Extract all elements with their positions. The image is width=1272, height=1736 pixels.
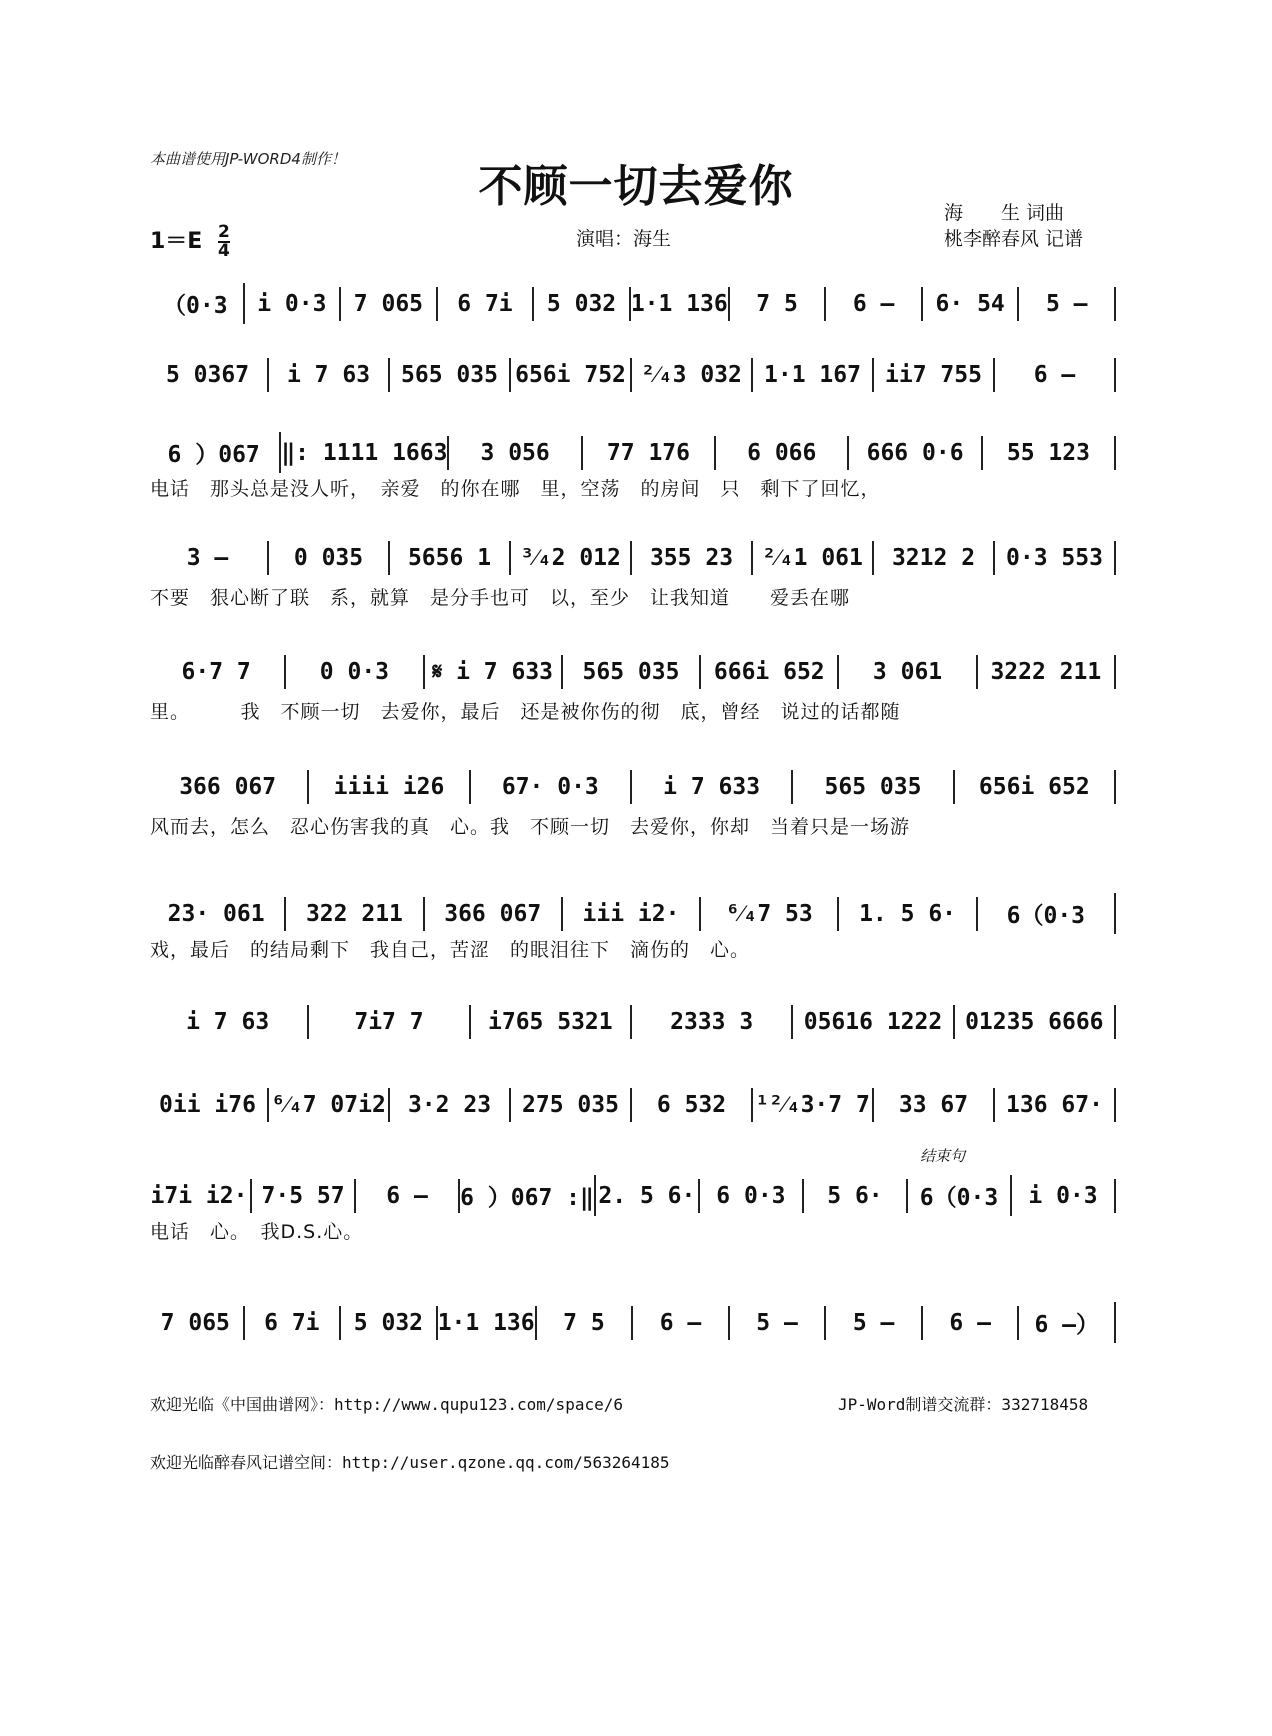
measure: ²⁄₄3 032: [632, 358, 753, 392]
measure: 7 065: [148, 1306, 245, 1340]
measure: 6· 54: [923, 287, 1020, 321]
staff-line: [148, 655, 1116, 689]
staff-line: [148, 358, 1116, 392]
measure: i765 5321: [471, 1005, 632, 1039]
time-denominator: 4: [218, 241, 230, 261]
measure: i 7 63: [269, 358, 390, 392]
measure: 6 0·3: [700, 1179, 804, 1213]
staff-line: [148, 541, 1116, 575]
measure: 136 67·: [995, 1088, 1116, 1122]
measure: 6 ）067: [148, 432, 281, 473]
measure: 6（0·3: [978, 893, 1116, 934]
measure: 0ii i76: [148, 1088, 269, 1122]
measure: 6 –: [995, 358, 1116, 392]
measure: 33 67: [874, 1088, 995, 1122]
measure: 0 0·3: [286, 655, 424, 689]
measure: 3222 211: [978, 655, 1116, 689]
footer-link-qzone: 欢迎光临醉春风记谱空间：http://user.qzone.qq.com/563264185: [150, 1453, 670, 1472]
measure: 322 211: [286, 897, 424, 931]
measure: 366 067: [425, 897, 563, 931]
measure: iii i2·: [563, 897, 701, 931]
measure: 666 0·6: [849, 436, 982, 470]
measure: 565 035: [390, 358, 511, 392]
measure: 05616 1222: [793, 1005, 954, 1039]
key-signature: [150, 224, 230, 260]
measure: 23· 061: [148, 897, 286, 931]
measure: 6·7 7: [148, 655, 286, 689]
measure: 5 –: [1019, 287, 1116, 321]
staff-line: [148, 1088, 1116, 1122]
measure: i 0·3: [1012, 1179, 1116, 1213]
measure: 656i 752: [511, 358, 632, 392]
staff-line: [148, 893, 1116, 934]
time-signature: [218, 224, 230, 260]
measure: i 7 63: [148, 1005, 309, 1039]
measure: 3 –: [148, 541, 269, 575]
staff-line: [148, 1302, 1116, 1343]
measure: 366 067: [148, 770, 309, 804]
measure: 6 7i: [438, 287, 535, 321]
measure: ii7 755: [874, 358, 995, 392]
measure: ‖: 1111 1663: [281, 436, 449, 470]
measure: iiii i26: [309, 770, 470, 804]
lyric-line: 风而去，怎么 忍心伤害我的真 心。我 不顾一切 去爱你，你却 当着只是一场游: [150, 816, 911, 838]
measure: 6 –: [356, 1179, 460, 1213]
measure: 01235 6666: [955, 1005, 1116, 1039]
measure: 6 –: [633, 1306, 730, 1340]
measure: ⁶⁄₄7 53: [701, 897, 839, 931]
measure: 1. 5 6·: [839, 897, 977, 931]
measure: 6 532: [632, 1088, 753, 1122]
measure: 77 176: [583, 436, 716, 470]
measure: 5 0367: [148, 358, 269, 392]
measure: ¹²⁄₄3·7 7: [753, 1088, 874, 1122]
measure: ³⁄₄2 012: [511, 541, 632, 575]
singer: 演唱：海生: [576, 228, 672, 250]
measure: 1·1 136: [438, 1306, 537, 1340]
staff-line: [148, 1005, 1116, 1039]
footer-link-qupu: 欢迎光临《中国曲谱网》：http://www.qupu123.com/space/6: [150, 1395, 623, 1414]
maker-note: 本曲谱使用JP-WORD4制作！: [150, 150, 346, 168]
lyricist-composer: 海 生 词曲: [944, 202, 1065, 224]
measure: 7 5: [730, 287, 827, 321]
lyric-line: 不要 狠心断了联 系，就算 是分手也可 以，至少 让我知道 爱丢在哪: [150, 587, 851, 609]
measure: 666i 652: [701, 655, 839, 689]
measure: 0 035: [269, 541, 390, 575]
measure: 6 ）067 :‖: [460, 1175, 596, 1216]
measure: 6 –）: [1019, 1302, 1116, 1343]
measure: 67· 0·3: [471, 770, 632, 804]
measure: 5 –: [730, 1306, 827, 1340]
measure: 275 035: [511, 1088, 632, 1122]
measure: 6 –: [826, 287, 923, 321]
time-numerator: 2: [218, 222, 230, 242]
measure: 5 6·: [804, 1179, 908, 1213]
measure: 7 5: [537, 1306, 634, 1340]
measure: i7i i2·: [148, 1179, 252, 1213]
lyric-line: 电话 心。 我D.S.心。: [150, 1221, 364, 1243]
measure: 7i7 7: [309, 1005, 470, 1039]
ending-label: 结束句: [920, 1147, 966, 1165]
measure: 3 056: [449, 436, 582, 470]
transcriber: 桃李醉春风 记谱: [944, 228, 1084, 250]
song-title: 不顾一切去爱你: [478, 161, 794, 212]
measure: 5 –: [826, 1306, 923, 1340]
measure: 7·5 57: [252, 1179, 356, 1213]
measure: i 0·3: [245, 287, 342, 321]
lyric-line: 里。 我 不顾一切 去爱你，最后 还是被你伤的彻 底，曾经 说过的话都随: [150, 701, 901, 723]
footer-qq-group: JP-Word制谱交流群：332718458: [838, 1395, 1089, 1414]
measure: 2333 3: [632, 1005, 793, 1039]
measure: 0·3 553: [995, 541, 1116, 575]
measure: 2. 5 6·: [596, 1179, 700, 1213]
measure: 6 7i: [245, 1306, 342, 1340]
measure: 656i 652: [955, 770, 1116, 804]
measure: ²⁄₄1 061: [753, 541, 874, 575]
lyric-line: 电话 那头总是没人听， 亲爱 的你在哪 里，空荡 的房间 只 剩下了回忆，: [150, 478, 881, 500]
measure: 355 23: [632, 541, 753, 575]
measure: 7 065: [341, 287, 438, 321]
key-label: 1＝E: [150, 229, 203, 254]
measure: 1·1 167: [753, 358, 874, 392]
measure: 5 032: [534, 287, 631, 321]
measure: 3 061: [839, 655, 977, 689]
measure: （0·3: [148, 283, 245, 324]
measure: 1·1 136: [631, 287, 730, 321]
measure: i 7 633: [632, 770, 793, 804]
staff-line: [148, 432, 1116, 473]
measure: 565 035: [563, 655, 701, 689]
staff-line: [148, 283, 1116, 324]
measure: 6（0·3: [908, 1175, 1012, 1216]
measure: 55 123: [983, 436, 1116, 470]
staff-line: [148, 770, 1116, 804]
measure: 6 –: [923, 1306, 1020, 1340]
measure: 5656 1: [390, 541, 511, 575]
lyric-line: 戏，最后 的结局剩下 我自己，苦涩 的眼泪往下 滴伤的 心。: [150, 939, 751, 961]
measure: 3212 2: [874, 541, 995, 575]
measure: 𝄋 i 7 633: [425, 655, 563, 689]
measure: 5 032: [341, 1306, 438, 1340]
staff-line: [148, 1175, 1116, 1216]
measure: ⁶⁄₄7 07i2: [269, 1088, 390, 1122]
measure: 565 035: [793, 770, 954, 804]
measure: 3·2 23: [390, 1088, 511, 1122]
measure: 6 066: [716, 436, 849, 470]
